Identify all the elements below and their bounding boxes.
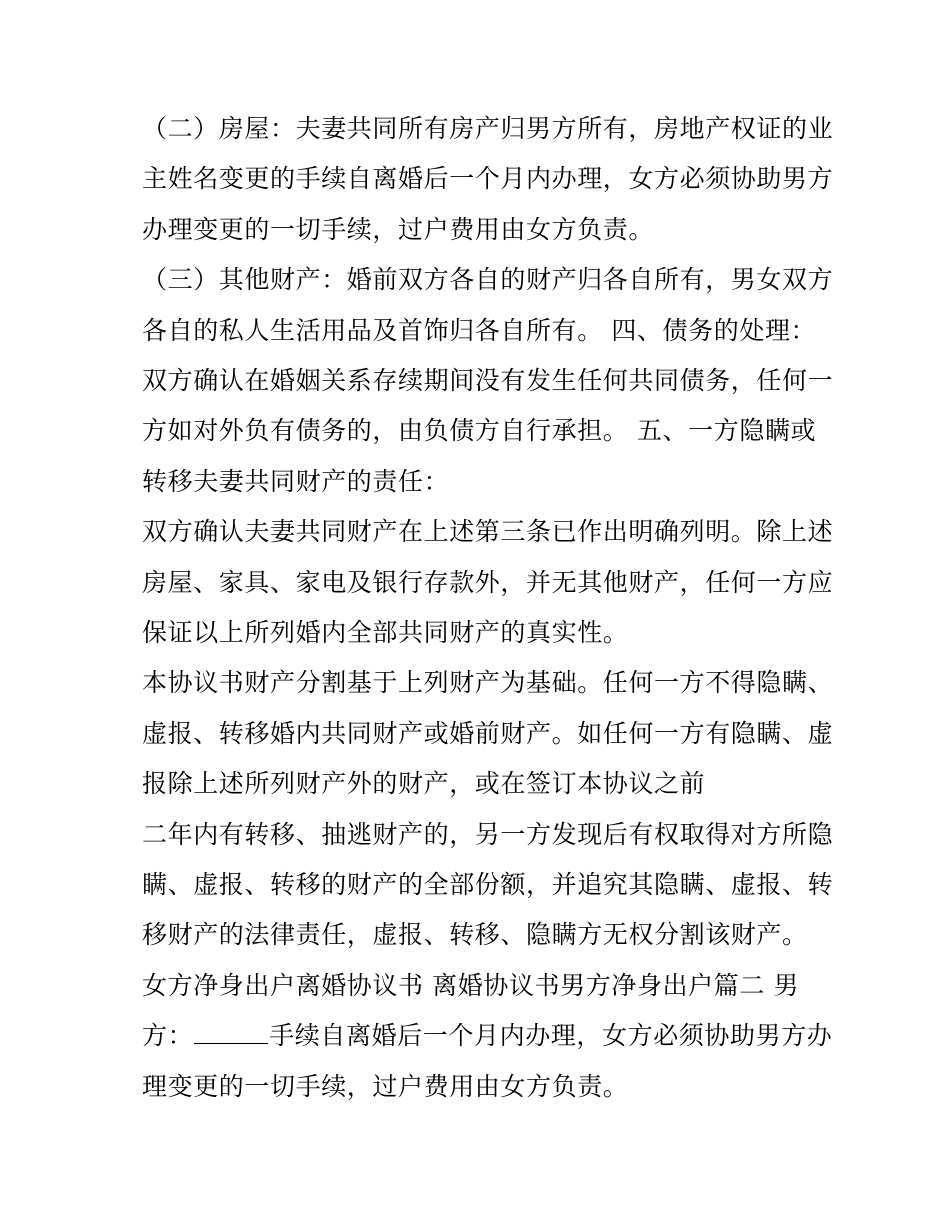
text-line: 报除上述所列财产外的财产，或在签订本协议之前 bbox=[142, 769, 706, 798]
text-line: 保证以上所列婚内全部共同财产的真实性。 bbox=[142, 618, 629, 647]
text-line: 虚报、转移婚内共同财产或婚前财产。如任何一方有隐瞒、虚 bbox=[142, 719, 834, 748]
fill-in-blank bbox=[194, 1021, 268, 1044]
text-line: 办理变更的一切手续，过户费用由女方负责。 bbox=[142, 215, 655, 244]
text-line: 本协议书财产分割基于上列财产为基础。任何一方不得隐瞒、 bbox=[142, 668, 834, 697]
text-line: 双方确认在婚姻关系存续期间没有发生任何共同债务，任何一 bbox=[142, 366, 834, 395]
text-line-with-blank bbox=[142, 1019, 832, 1053]
text-line: 方如对外负有债务的，由负债方自行承担。 五、一方隐瞒或 bbox=[142, 416, 817, 445]
text-line: 女方净身出户离婚协议书 离婚协议书男方净身出户篇二 男 bbox=[142, 971, 800, 1000]
text-line: （二）房屋：夫妻共同所有房产归男方所有，房地产权证的业 bbox=[142, 114, 834, 143]
text-line: 二年内有转移、抽逃财产的，另一方发现后有权取得对方所隐 bbox=[142, 820, 834, 849]
text-line: （三）其他财产：婚前双方各自的财产归各自所有，男女双方 bbox=[142, 265, 834, 294]
text-line: 房屋、家具、家电及银行存款外，并无其他财产，任何一方应 bbox=[142, 568, 834, 597]
text-line: 移财产的法律责任，虚报、转移、隐瞒方无权分割该财产。 bbox=[142, 920, 808, 949]
text-segment: 方： bbox=[142, 1021, 194, 1050]
text-line: 理变更的一切手续，过户费用由女方负责。 bbox=[142, 1072, 629, 1101]
text-segment: 手续自离婚后一个月内办理，女方必须协助男方办 bbox=[269, 1021, 833, 1050]
text-line: 双方确认夫妻共同财产在上述第三条已作出明确列明。除上述 bbox=[142, 517, 834, 546]
text-line: 各自的私人生活用品及首饰归各自所有。 四、债务的处理： bbox=[142, 316, 817, 345]
text-line: 主姓名变更的手续自离婚后一个月内办理，女方必须协助男方 bbox=[142, 164, 834, 193]
text-line: 转移夫妻共同财产的责任： bbox=[142, 467, 450, 496]
text-line: 瞒、虚报、转移的财产的全部份额，并追究其隐瞒、虚报、转 bbox=[142, 870, 834, 899]
